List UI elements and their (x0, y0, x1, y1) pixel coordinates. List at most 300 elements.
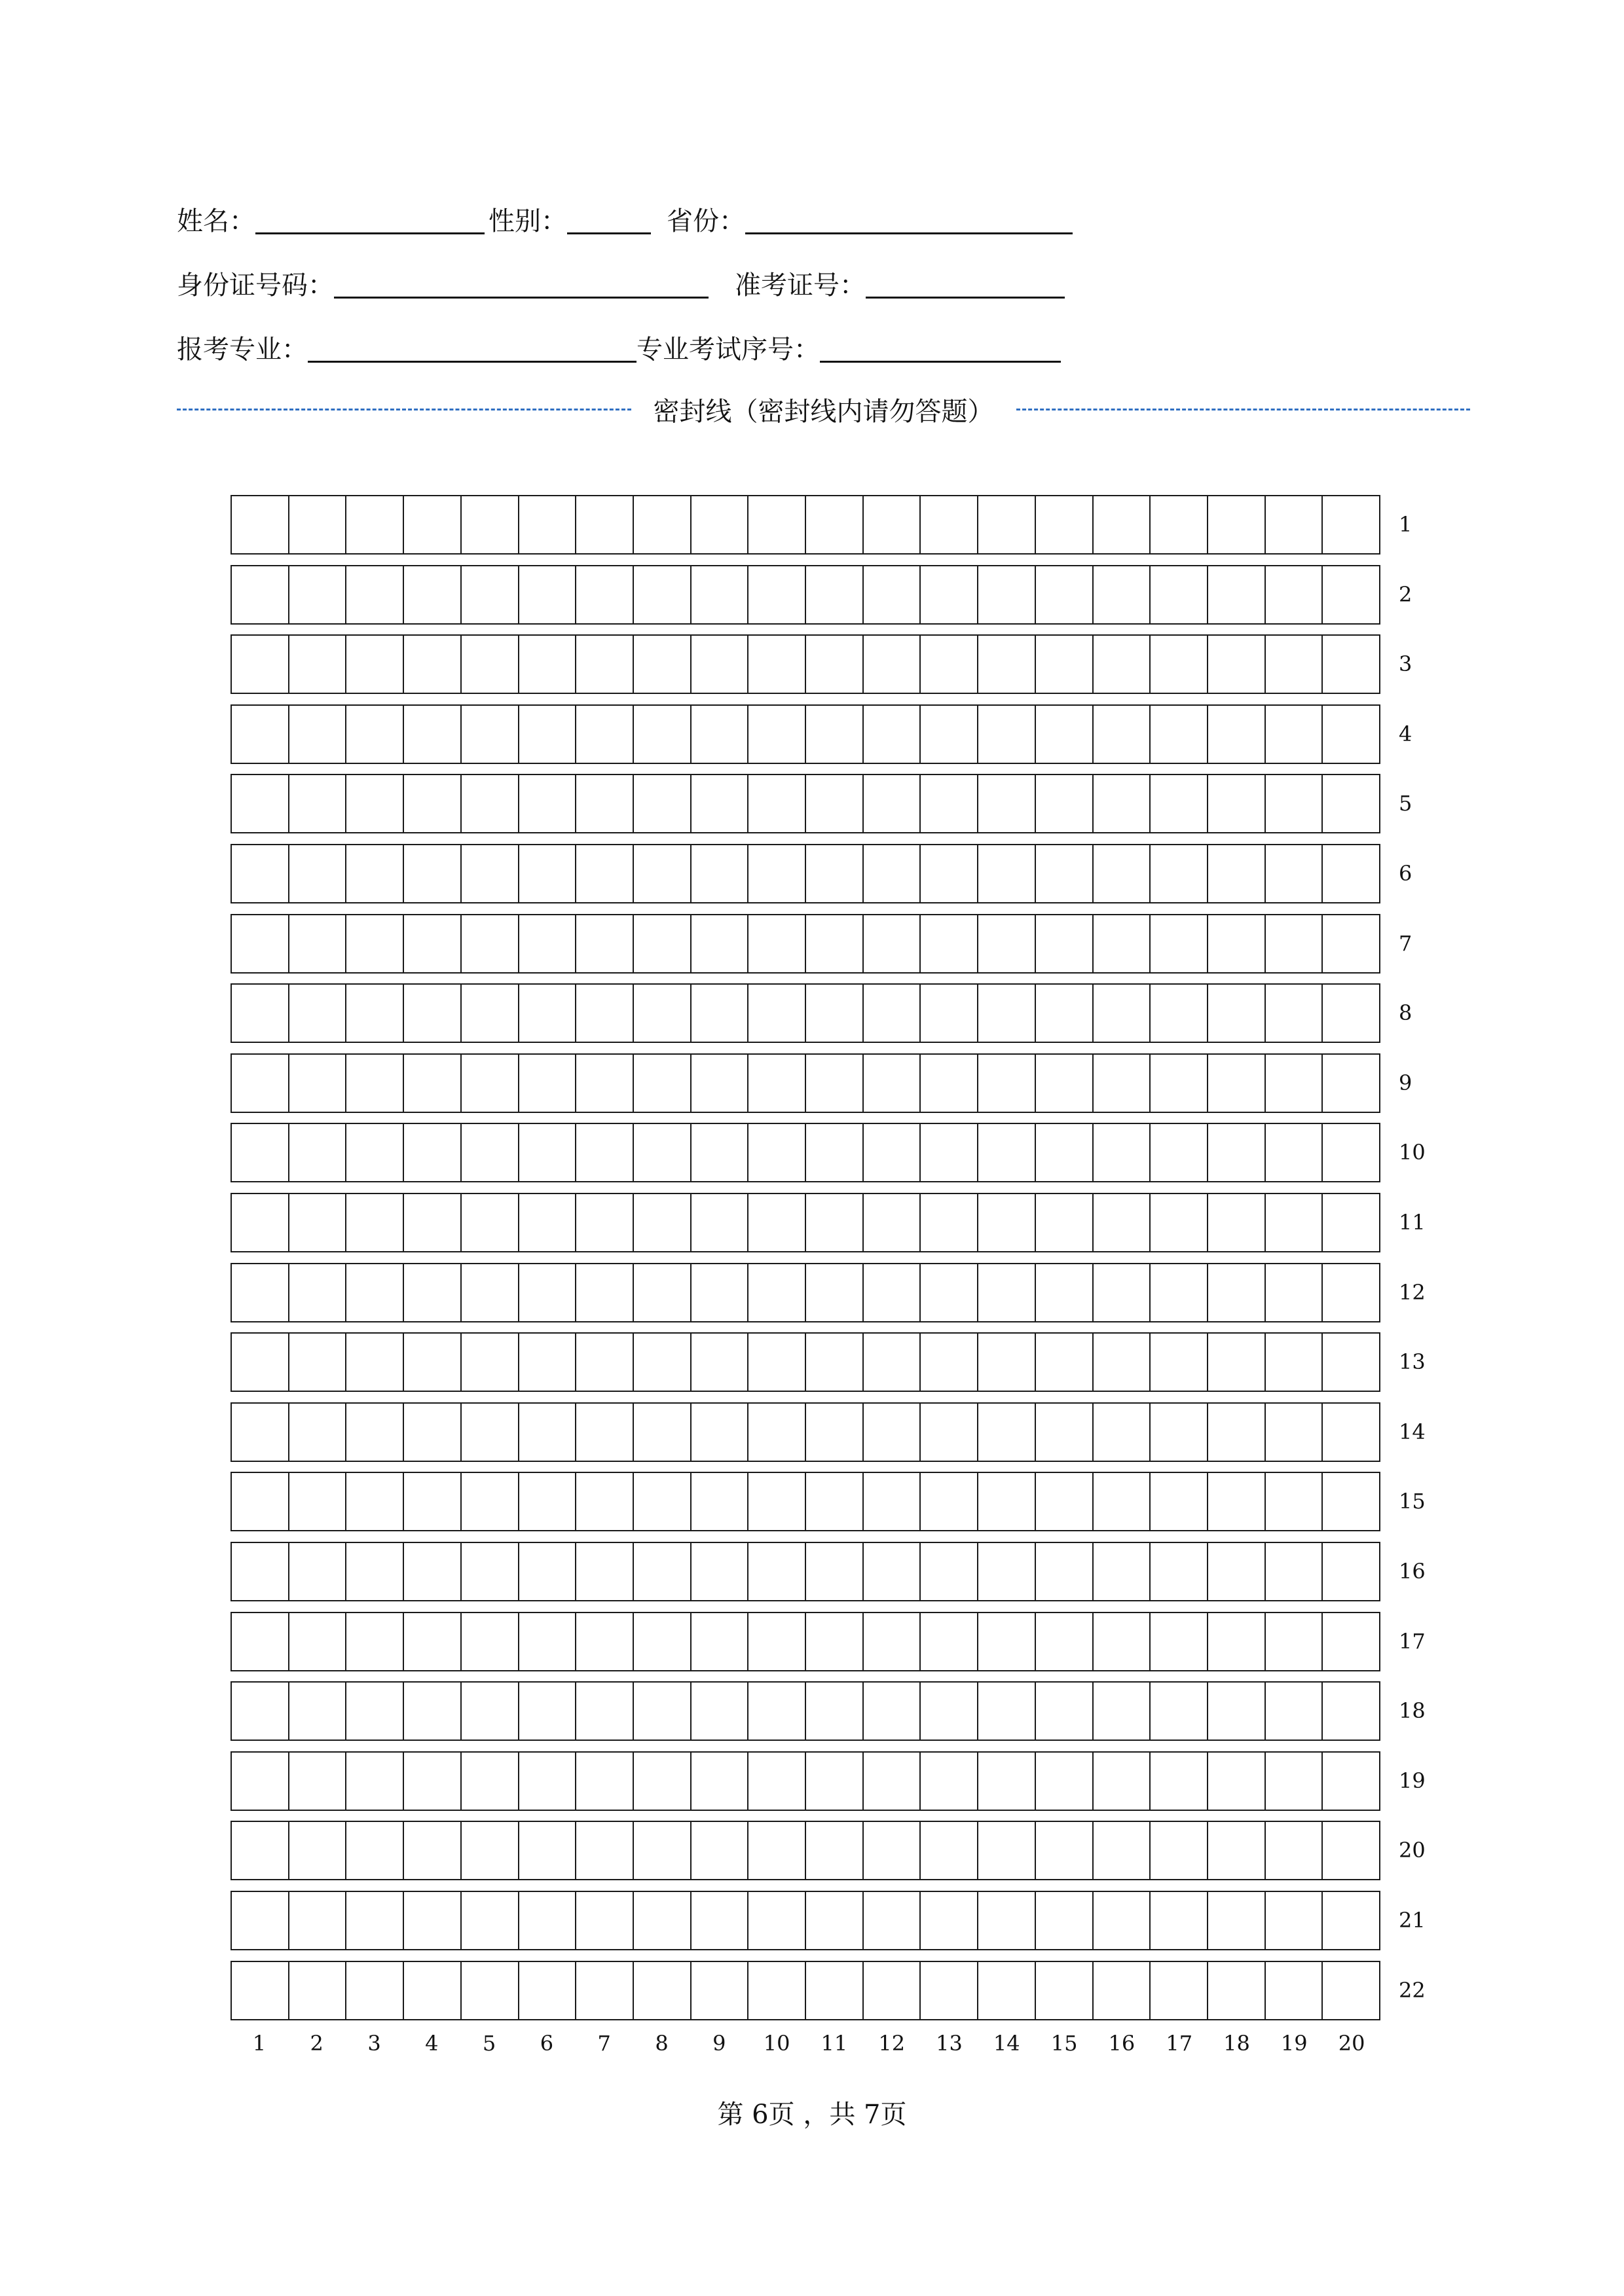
grid-cell[interactable] (862, 1543, 920, 1600)
grid-cell[interactable] (1149, 1613, 1207, 1670)
grid-cell[interactable] (575, 636, 633, 693)
grid-cell[interactable] (518, 1055, 576, 1112)
grid-cell[interactable] (288, 1753, 346, 1810)
grid-cell[interactable] (1264, 915, 1322, 972)
grid-cell[interactable] (403, 566, 460, 623)
grid-cell[interactable] (1092, 1753, 1150, 1810)
grid-cell[interactable] (575, 985, 633, 1042)
grid-cell[interactable] (690, 985, 748, 1042)
grid-cell[interactable] (518, 1822, 576, 1879)
grid-cell[interactable] (403, 706, 460, 763)
grid-cell[interactable] (232, 1613, 288, 1670)
grid-cell[interactable] (747, 1124, 805, 1181)
grid-cell[interactable] (460, 775, 518, 832)
grid-cell[interactable] (1092, 1264, 1150, 1321)
grid-cell[interactable] (232, 1822, 288, 1879)
grid-cell[interactable] (1149, 1404, 1207, 1461)
grid-cell[interactable] (1264, 775, 1322, 832)
grid-cell[interactable] (805, 496, 862, 553)
grid-cell[interactable] (345, 1404, 403, 1461)
grid-cell[interactable] (977, 1683, 1035, 1740)
grid-cell[interactable] (1207, 1683, 1264, 1740)
grid-cell[interactable] (1264, 496, 1322, 553)
grid-cell[interactable] (1035, 1543, 1092, 1600)
grid-cell[interactable] (1264, 636, 1322, 693)
grid-cell[interactable] (1092, 1124, 1150, 1181)
grid-cell[interactable] (862, 985, 920, 1042)
grid-cell[interactable] (1207, 1473, 1264, 1530)
grid-cell[interactable] (345, 1264, 403, 1321)
grid-cell[interactable] (1035, 1264, 1092, 1321)
grid-cell[interactable] (805, 1892, 862, 1949)
grid-cell[interactable] (690, 1962, 748, 2019)
grid-cell[interactable] (862, 1473, 920, 1530)
grid-cell[interactable] (232, 566, 288, 623)
grid-cell[interactable] (1035, 496, 1092, 553)
grid-cell[interactable] (345, 775, 403, 832)
grid-cell[interactable] (403, 1264, 460, 1321)
grid-cell[interactable] (633, 1334, 690, 1391)
grid-cell[interactable] (805, 775, 862, 832)
grid-cell[interactable] (518, 1892, 576, 1949)
grid-cell[interactable] (575, 1613, 633, 1670)
grid-cell[interactable] (1092, 1962, 1150, 2019)
grid-cell[interactable] (805, 706, 862, 763)
grid-cell[interactable] (345, 566, 403, 623)
grid-cell[interactable] (1149, 496, 1207, 553)
grid-cell[interactable] (919, 1543, 977, 1600)
gender-field[interactable] (567, 201, 651, 234)
grid-cell[interactable] (232, 1404, 288, 1461)
grid-cell[interactable] (1321, 566, 1379, 623)
grid-cell[interactable] (977, 1753, 1035, 1810)
grid-cell[interactable] (862, 706, 920, 763)
grid-cell[interactable] (1207, 1613, 1264, 1670)
grid-cell[interactable] (288, 1194, 346, 1251)
grid-cell[interactable] (345, 1892, 403, 1949)
grid-cell[interactable] (977, 1892, 1035, 1949)
grid-cell[interactable] (1264, 1683, 1322, 1740)
grid-cell[interactable] (403, 915, 460, 972)
grid-cell[interactable] (232, 1962, 288, 2019)
grid-cell[interactable] (747, 1683, 805, 1740)
grid-cell[interactable] (977, 1613, 1035, 1670)
grid-cell[interactable] (460, 496, 518, 553)
grid-cell[interactable] (919, 1334, 977, 1391)
grid-cell[interactable] (633, 1613, 690, 1670)
grid-cell[interactable] (977, 1404, 1035, 1461)
grid-cell[interactable] (1207, 1264, 1264, 1321)
grid-cell[interactable] (460, 1822, 518, 1879)
grid-cell[interactable] (633, 636, 690, 693)
grid-cell[interactable] (977, 496, 1035, 553)
grid-cell[interactable] (862, 1753, 920, 1810)
grid-cell[interactable] (288, 1404, 346, 1461)
grid-cell[interactable] (1149, 1892, 1207, 1949)
grid-cell[interactable] (1264, 1822, 1322, 1879)
grid-cell[interactable] (1321, 1404, 1379, 1461)
id-number-field[interactable] (334, 265, 709, 299)
grid-cell[interactable] (1035, 636, 1092, 693)
grid-cell[interactable] (575, 1962, 633, 2019)
grid-cell[interactable] (977, 1822, 1035, 1879)
grid-cell[interactable] (919, 985, 977, 1042)
grid-cell[interactable] (919, 1055, 977, 1112)
grid-cell[interactable] (288, 566, 346, 623)
grid-cell[interactable] (232, 706, 288, 763)
grid-cell[interactable] (747, 1753, 805, 1810)
name-field[interactable] (255, 201, 485, 234)
grid-cell[interactable] (747, 1543, 805, 1600)
grid-cell[interactable] (1321, 1892, 1379, 1949)
grid-cell[interactable] (288, 706, 346, 763)
grid-cell[interactable] (1207, 566, 1264, 623)
grid-cell[interactable] (805, 566, 862, 623)
grid-cell[interactable] (805, 636, 862, 693)
grid-cell[interactable] (1092, 706, 1150, 763)
grid-cell[interactable] (232, 915, 288, 972)
grid-cell[interactable] (977, 1264, 1035, 1321)
grid-cell[interactable] (862, 1334, 920, 1391)
grid-cell[interactable] (862, 1892, 920, 1949)
grid-cell[interactable] (747, 1264, 805, 1321)
grid-cell[interactable] (805, 1753, 862, 1810)
grid-cell[interactable] (232, 845, 288, 902)
admission-number-field[interactable] (866, 265, 1065, 299)
grid-cell[interactable] (1149, 1822, 1207, 1879)
grid-cell[interactable] (575, 1334, 633, 1391)
grid-cell[interactable] (1092, 1892, 1150, 1949)
grid-cell[interactable] (1207, 1194, 1264, 1251)
grid-cell[interactable] (1035, 1194, 1092, 1251)
grid-cell[interactable] (403, 1194, 460, 1251)
grid-cell[interactable] (633, 915, 690, 972)
grid-cell[interactable] (345, 636, 403, 693)
grid-cell[interactable] (460, 1194, 518, 1251)
grid-cell[interactable] (1321, 636, 1379, 693)
grid-cell[interactable] (403, 1543, 460, 1600)
grid-cell[interactable] (460, 915, 518, 972)
grid-cell[interactable] (633, 985, 690, 1042)
grid-cell[interactable] (690, 1822, 748, 1879)
grid-cell[interactable] (288, 775, 346, 832)
grid-cell[interactable] (633, 1473, 690, 1530)
grid-cell[interactable] (575, 1892, 633, 1949)
grid-cell[interactable] (805, 1404, 862, 1461)
grid-cell[interactable] (403, 496, 460, 553)
grid-cell[interactable] (805, 1543, 862, 1600)
grid-cell[interactable] (1035, 775, 1092, 832)
grid-cell[interactable] (1092, 1194, 1150, 1251)
grid-cell[interactable] (633, 845, 690, 902)
grid-cell[interactable] (862, 1194, 920, 1251)
grid-cell[interactable] (232, 1753, 288, 1810)
grid-cell[interactable] (1035, 1753, 1092, 1810)
grid-cell[interactable] (747, 566, 805, 623)
grid-cell[interactable] (345, 706, 403, 763)
grid-cell[interactable] (1149, 1334, 1207, 1391)
grid-cell[interactable] (690, 1683, 748, 1740)
grid-cell[interactable] (633, 1264, 690, 1321)
grid-cell[interactable] (518, 985, 576, 1042)
grid-cell[interactable] (1207, 636, 1264, 693)
grid-cell[interactable] (575, 566, 633, 623)
grid-cell[interactable] (919, 1892, 977, 1949)
grid-cell[interactable] (747, 1962, 805, 2019)
grid-cell[interactable] (747, 1404, 805, 1461)
grid-cell[interactable] (805, 985, 862, 1042)
grid-cell[interactable] (633, 1543, 690, 1600)
grid-cell[interactable] (1092, 1683, 1150, 1740)
grid-cell[interactable] (919, 915, 977, 972)
grid-cell[interactable] (633, 496, 690, 553)
grid-cell[interactable] (232, 1892, 288, 1949)
grid-cell[interactable] (1149, 1473, 1207, 1530)
grid-cell[interactable] (862, 1822, 920, 1879)
grid-cell[interactable] (345, 1613, 403, 1670)
grid-cell[interactable] (1321, 1194, 1379, 1251)
grid-cell[interactable] (805, 1822, 862, 1879)
grid-cell[interactable] (288, 985, 346, 1042)
grid-cell[interactable] (805, 1264, 862, 1321)
grid-cell[interactable] (345, 496, 403, 553)
province-field[interactable] (745, 201, 1073, 234)
grid-cell[interactable] (345, 1473, 403, 1530)
grid-cell[interactable] (575, 1822, 633, 1879)
grid-cell[interactable] (518, 1334, 576, 1391)
grid-cell[interactable] (460, 985, 518, 1042)
grid-cell[interactable] (460, 1473, 518, 1530)
grid-cell[interactable] (460, 1753, 518, 1810)
grid-cell[interactable] (518, 706, 576, 763)
grid-cell[interactable] (862, 915, 920, 972)
grid-cell[interactable] (232, 1683, 288, 1740)
grid-cell[interactable] (862, 1404, 920, 1461)
grid-cell[interactable] (919, 566, 977, 623)
grid-cell[interactable] (747, 1055, 805, 1112)
grid-cell[interactable] (345, 1753, 403, 1810)
grid-cell[interactable] (862, 566, 920, 623)
grid-cell[interactable] (460, 1334, 518, 1391)
grid-cell[interactable] (1149, 1194, 1207, 1251)
grid-cell[interactable] (460, 566, 518, 623)
grid-cell[interactable] (633, 1404, 690, 1461)
grid-cell[interactable] (1149, 1055, 1207, 1112)
grid-cell[interactable] (288, 1892, 346, 1949)
grid-cell[interactable] (1035, 1404, 1092, 1461)
grid-cell[interactable] (1092, 1613, 1150, 1670)
grid-cell[interactable] (575, 1683, 633, 1740)
grid-cell[interactable] (1264, 1264, 1322, 1321)
grid-cell[interactable] (1321, 1473, 1379, 1530)
grid-cell[interactable] (1035, 1962, 1092, 2019)
grid-cell[interactable] (518, 1473, 576, 1530)
grid-cell[interactable] (575, 1753, 633, 1810)
grid-cell[interactable] (1035, 706, 1092, 763)
grid-cell[interactable] (575, 1124, 633, 1181)
grid-cell[interactable] (919, 1962, 977, 2019)
grid-cell[interactable] (977, 1194, 1035, 1251)
grid-cell[interactable] (1321, 1264, 1379, 1321)
grid-cell[interactable] (919, 496, 977, 553)
grid-cell[interactable] (977, 985, 1035, 1042)
grid-cell[interactable] (288, 1962, 346, 2019)
grid-cell[interactable] (977, 845, 1035, 902)
grid-cell[interactable] (575, 845, 633, 902)
grid-cell[interactable] (518, 636, 576, 693)
grid-cell[interactable] (518, 915, 576, 972)
grid-cell[interactable] (1207, 496, 1264, 553)
grid-cell[interactable] (403, 1962, 460, 2019)
grid-cell[interactable] (690, 1055, 748, 1112)
grid-cell[interactable] (1149, 1543, 1207, 1600)
grid-cell[interactable] (1035, 1613, 1092, 1670)
grid-cell[interactable] (345, 1055, 403, 1112)
grid-cell[interactable] (288, 496, 346, 553)
grid-cell[interactable] (1149, 775, 1207, 832)
grid-cell[interactable] (1149, 1124, 1207, 1181)
grid-cell[interactable] (747, 1892, 805, 1949)
grid-cell[interactable] (1149, 985, 1207, 1042)
grid-cell[interactable] (403, 636, 460, 693)
grid-cell[interactable] (805, 1683, 862, 1740)
grid-cell[interactable] (747, 1613, 805, 1670)
grid-cell[interactable] (232, 985, 288, 1042)
grid-cell[interactable] (747, 636, 805, 693)
grid-cell[interactable] (1264, 1404, 1322, 1461)
grid-cell[interactable] (1035, 845, 1092, 902)
grid-cell[interactable] (1207, 1822, 1264, 1879)
grid-cell[interactable] (919, 636, 977, 693)
grid-cell[interactable] (575, 1194, 633, 1251)
grid-cell[interactable] (1092, 1334, 1150, 1391)
grid-cell[interactable] (690, 1613, 748, 1670)
grid-cell[interactable] (575, 1404, 633, 1461)
grid-cell[interactable] (518, 1194, 576, 1251)
grid-cell[interactable] (1035, 1055, 1092, 1112)
grid-cell[interactable] (633, 1892, 690, 1949)
grid-cell[interactable] (1149, 845, 1207, 902)
grid-cell[interactable] (1207, 1055, 1264, 1112)
grid-cell[interactable] (518, 775, 576, 832)
grid-cell[interactable] (919, 1613, 977, 1670)
grid-cell[interactable] (460, 845, 518, 902)
grid-cell[interactable] (862, 775, 920, 832)
grid-cell[interactable] (1321, 1055, 1379, 1112)
grid-cell[interactable] (460, 1124, 518, 1181)
grid-cell[interactable] (805, 845, 862, 902)
grid-cell[interactable] (690, 915, 748, 972)
grid-cell[interactable] (919, 1683, 977, 1740)
grid-cell[interactable] (919, 1753, 977, 1810)
grid-cell[interactable] (345, 845, 403, 902)
grid-cell[interactable] (345, 1822, 403, 1879)
grid-cell[interactable] (518, 1264, 576, 1321)
grid-cell[interactable] (977, 1962, 1035, 2019)
grid-cell[interactable] (460, 1404, 518, 1461)
grid-cell[interactable] (1207, 1334, 1264, 1391)
grid-cell[interactable] (1321, 775, 1379, 832)
grid-cell[interactable] (403, 1124, 460, 1181)
grid-cell[interactable] (518, 1683, 576, 1740)
grid-cell[interactable] (633, 566, 690, 623)
grid-cell[interactable] (403, 775, 460, 832)
grid-cell[interactable] (518, 1613, 576, 1670)
grid-cell[interactable] (690, 1124, 748, 1181)
grid-cell[interactable] (1264, 1962, 1322, 2019)
grid-cell[interactable] (690, 845, 748, 902)
grid-cell[interactable] (690, 1473, 748, 1530)
grid-cell[interactable] (805, 915, 862, 972)
grid-cell[interactable] (862, 496, 920, 553)
grid-cell[interactable] (633, 1822, 690, 1879)
grid-cell[interactable] (518, 1404, 576, 1461)
grid-cell[interactable] (460, 1055, 518, 1112)
grid-cell[interactable] (919, 1473, 977, 1530)
grid-cell[interactable] (345, 1194, 403, 1251)
grid-cell[interactable] (1264, 706, 1322, 763)
grid-cell[interactable] (977, 915, 1035, 972)
grid-cell[interactable] (288, 1055, 346, 1112)
grid-cell[interactable] (862, 1264, 920, 1321)
grid-cell[interactable] (1149, 1753, 1207, 1810)
grid-cell[interactable] (1264, 1334, 1322, 1391)
grid-cell[interactable] (288, 1822, 346, 1879)
grid-cell[interactable] (460, 1962, 518, 2019)
grid-cell[interactable] (919, 1124, 977, 1181)
grid-cell[interactable] (1035, 1124, 1092, 1181)
grid-cell[interactable] (1092, 1404, 1150, 1461)
grid-cell[interactable] (1321, 1962, 1379, 2019)
grid-cell[interactable] (690, 496, 748, 553)
grid-cell[interactable] (345, 1334, 403, 1391)
grid-cell[interactable] (288, 1683, 346, 1740)
grid-cell[interactable] (575, 1543, 633, 1600)
grid-cell[interactable] (1207, 985, 1264, 1042)
grid-cell[interactable] (1264, 1753, 1322, 1810)
grid-cell[interactable] (403, 1473, 460, 1530)
grid-cell[interactable] (919, 1822, 977, 1879)
grid-cell[interactable] (232, 1543, 288, 1600)
grid-cell[interactable] (518, 1543, 576, 1600)
grid-cell[interactable] (288, 1613, 346, 1670)
grid-cell[interactable] (1207, 775, 1264, 832)
grid-cell[interactable] (977, 1473, 1035, 1530)
grid-cell[interactable] (1321, 1543, 1379, 1600)
grid-cell[interactable] (575, 1055, 633, 1112)
grid-cell[interactable] (288, 845, 346, 902)
grid-cell[interactable] (633, 1124, 690, 1181)
grid-cell[interactable] (977, 636, 1035, 693)
grid-cell[interactable] (1092, 915, 1150, 972)
grid-cell[interactable] (690, 1264, 748, 1321)
grid-cell[interactable] (518, 1124, 576, 1181)
grid-cell[interactable] (288, 1264, 346, 1321)
grid-cell[interactable] (690, 566, 748, 623)
grid-cell[interactable] (977, 1055, 1035, 1112)
grid-cell[interactable] (633, 1683, 690, 1740)
grid-cell[interactable] (232, 1334, 288, 1391)
grid-cell[interactable] (288, 1334, 346, 1391)
grid-cell[interactable] (1149, 706, 1207, 763)
grid-cell[interactable] (690, 636, 748, 693)
grid-cell[interactable] (747, 706, 805, 763)
grid-cell[interactable] (575, 775, 633, 832)
grid-cell[interactable] (1092, 1822, 1150, 1879)
grid-cell[interactable] (1207, 1543, 1264, 1600)
grid-cell[interactable] (633, 1194, 690, 1251)
grid-cell[interactable] (1321, 1613, 1379, 1670)
